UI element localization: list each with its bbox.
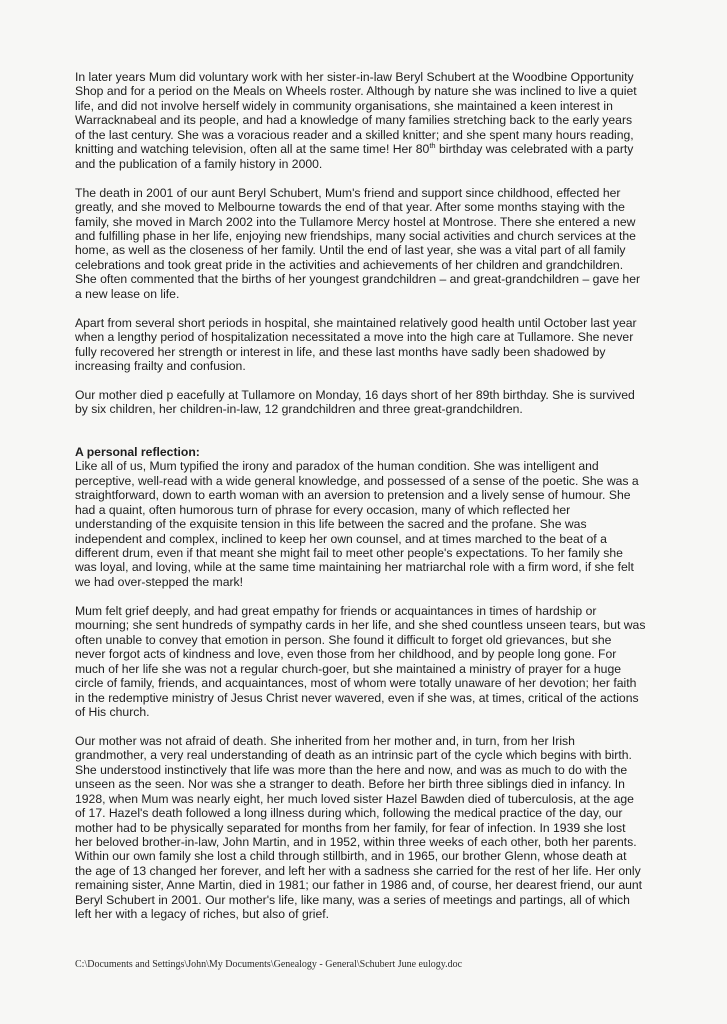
text-line: Our mother died p eacefully at Tullamore on Monday, 16 days short of her 89th birthday. She is survived (75, 387, 635, 402)
text-line: of the last century. She was a voracious reader and a skilled knitter; and she spent many hours reading, (75, 127, 634, 142)
paragraph-voluntary-work (75, 70, 675, 171)
text-line: and the publication of a family history in 2000. (75, 156, 323, 171)
text-line: Like all of us, Mum typified the irony and paradox of the human condition. She was intelligent and (75, 459, 599, 474)
text-line: In later years Mum did voluntary work with her sister-in-law Beryl Schubert at the Woodbine Opportunity (75, 70, 634, 84)
document-body (75, 70, 675, 922)
file-path-footer: C:\Documents and Settings\John\My Documents\Genealogy - General\Schubert June eulogy.doc (75, 958, 463, 970)
paragraph-reflection-character (75, 459, 675, 589)
paragraph-death (75, 388, 675, 417)
text-line: different drum, even if that meant she might fail to meet other people's expectations. To her family she (75, 546, 623, 560)
text-line: mourning; she sent hundreds of sympathy cards in her life, and she shed countless unseen tears, but was (75, 618, 646, 633)
text-line: greatly, and she moved to Melbourne towards the end of that year. After some months staying with the (75, 200, 625, 215)
text-line: family, she moved in March 2002 into the Tullamore Mercy hostel at Montrose. There she entered a new (75, 214, 636, 229)
text-line: independent and complex, inclined to keep her own counsel, and at times marched to the beat of a (75, 531, 607, 546)
text-line: grandmother, a very real understanding of death as an intrinsic part of the cycle which begins with birth. (75, 748, 632, 763)
text-line: of His church. (75, 704, 150, 719)
text-line: left her with a legacy of riches, but also of grief. (75, 907, 330, 922)
text-line: straightforward, down to earth woman with an aversion to pretension and a lively sense of humour. She (75, 488, 631, 503)
text-line: never forgot acts of kindness and love, even those from her childhood, and by people long gone. For (75, 647, 617, 662)
text-line: unseen as the seen. Nor was she a stranger to death. Before her birth three siblings died in infancy. In (75, 777, 625, 792)
text-line: much of her life she was not a regular church-goer, but she maintained a ministry of prayer for a huge (75, 661, 622, 676)
ordinal-superscript: th (429, 141, 436, 151)
text-line: Mum felt grief deeply, and had great empathy for friends or acquaintances in times of hardship or (75, 603, 597, 618)
section-heading: A personal reflection: (75, 444, 200, 459)
text-line: we had over-stepped the mark! (75, 574, 244, 589)
text-line: fully recovered her strength or interest in life, and these last months have sadly been shadowed by (75, 344, 606, 359)
text-line: perceptive, well-read with a wide general knowledge, and possessed of a sense of the poetic. She was a (75, 473, 639, 488)
text-line: had a quaint, often humorous turn of phrase for every occasion, many of which reflected her (75, 502, 571, 517)
text-line: 1928, when Mum was nearly eight, her much loved sister Hazel Bawden died of tuberculosis, at the age (75, 791, 634, 806)
text-segment: birthday was celebrated with a party (435, 142, 634, 157)
text-line: Within our own family she lost a child through stillbirth, and in 1965, our brother Glenn, whose death at (75, 849, 627, 864)
text-line: and fulfilling phase in her life, enjoying new friendships, many social activities and church services at the (75, 228, 636, 243)
text-line: The death in 2001 of our aunt Beryl Schubert, Mum's friend and support since childhood, effected her (75, 185, 621, 200)
text-line: life, and did not involve herself widely in community organisations, she maintained a keen interest in (75, 98, 613, 113)
text-line: mother had to be physically separated for months from her family, for fear of infection. In 1939 she lost (75, 820, 626, 835)
paragraph-reflection-grief (75, 604, 675, 720)
text-line: She often commented that the births of her youngest grandchildren – and great-grandchildren – gave her (75, 272, 641, 287)
text-line: when a lengthy period of hospitalization necessitated a move into the high care at Tullamore. She never (75, 330, 634, 345)
text-segment: knitting and watching television, often all at the same time! Her 80 (75, 142, 430, 157)
text-line: remaining sister, Anne Martin, died in 1981; our father in 1986 and, of course, her dearest friend, our aunt (75, 878, 643, 893)
text-line: was loyal, and loving, while at the same time maintaining her matriarchal role with a firm word, if she felt (75, 560, 634, 575)
text-line: Beryl Schubert in 2001. Our mother's life, like many, was a series of meetings and partings, all of which (75, 892, 630, 907)
text-line-with-superscript (75, 142, 675, 156)
text-line: in the redemptive ministry of Jesus Christ never wavered, even if she was, at times, critical of the actions (75, 690, 639, 705)
text-line: of 17. Hazel's death followed a long illness during which, following the medical practice of the day, our (75, 806, 623, 821)
text-line: understanding of the exquisite tension in this life between the sacred and the profane. She was (75, 517, 587, 532)
paragraph-health (75, 316, 675, 374)
text-line: the age of 13 changed her forever, and left her with a sadness she carried for the rest of her life. Her only (75, 863, 641, 878)
text-line: her beloved brother-in-law, John Martin, and in 1952, within three weeks of each other, both her parents. (75, 835, 637, 850)
text-line: a new lease on life. (75, 286, 180, 301)
text-line: Shop and for a period on the Meals on Wheels roster. Although by nature she was inclined to live a quiet (75, 84, 637, 99)
text-line: Apart from several short periods in hospital, she maintained relatively good health until October last year (75, 315, 637, 330)
paragraph-move-to-melbourne (75, 186, 675, 302)
text-line: Warracknabeal and its people, and had a knowledge of many families stretching back to the early years (75, 113, 633, 128)
text-line: circle of family, friends, and acquaintances, most of whom were totally unaware of her devotion; her faith (75, 676, 637, 691)
paragraph-reflection-death (75, 734, 675, 922)
text-line: often unable to convey that emotion in person. She found it difficult to forget old grievances, but she (75, 632, 612, 647)
text-line: She understood instinctively that life was more than the here and now, and was as much to do with the (75, 762, 628, 777)
text-line: by six children, her children-in-law, 12 grandchildren and three great-grandchildren. (75, 402, 523, 417)
text-line: celebrations and took great pride in the activities and achievements of her children and grandchildren. (75, 257, 624, 272)
text-line: home, as well as the closeness of her family. Until the end of last year, she was a vital part of all family (75, 243, 626, 258)
text-line: Our mother was not afraid of death. She inherited from her mother and, in turn, from her Irish (75, 733, 575, 748)
text-line: increasing frailty and confusion. (75, 359, 246, 374)
